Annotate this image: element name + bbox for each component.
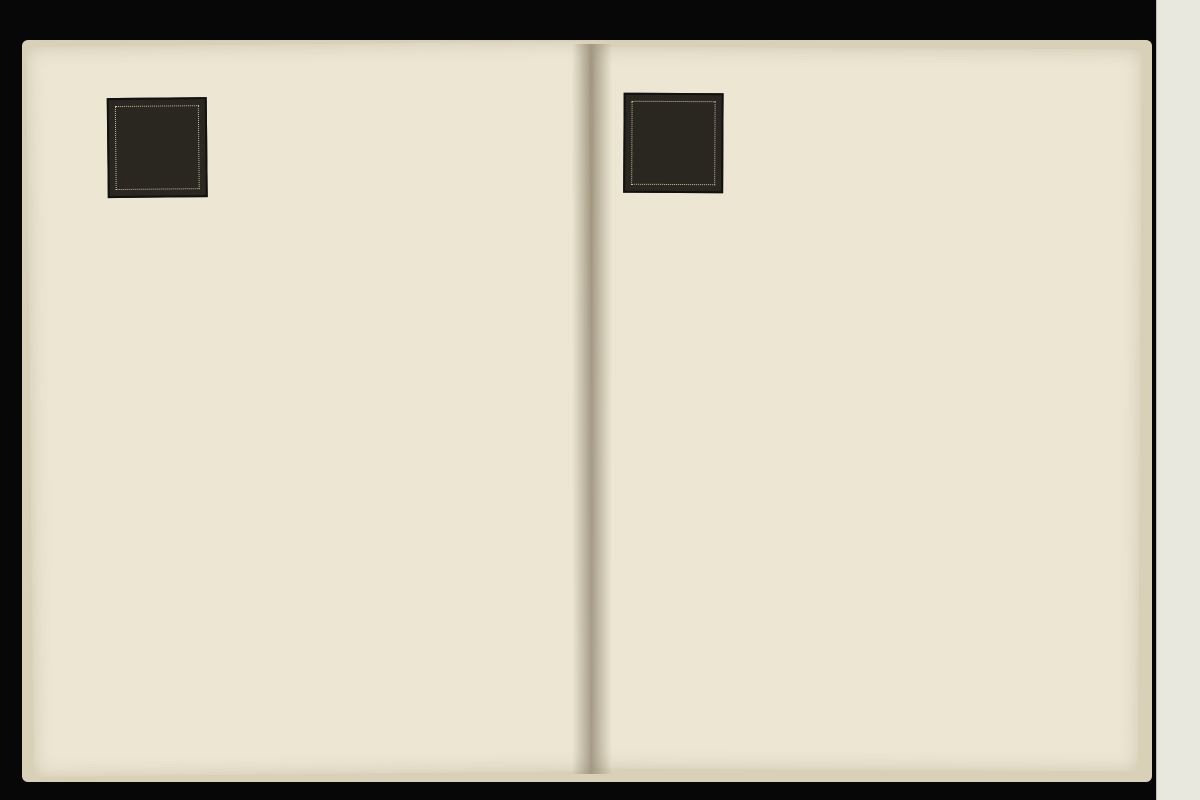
- page-gutter: [572, 44, 612, 774]
- left-page: [26, 41, 596, 777]
- measurement-ruler: [1156, 0, 1200, 800]
- right-music-staves: [591, 47, 1142, 690]
- right-page: [590, 47, 1142, 772]
- left-music-staves: [26, 41, 594, 667]
